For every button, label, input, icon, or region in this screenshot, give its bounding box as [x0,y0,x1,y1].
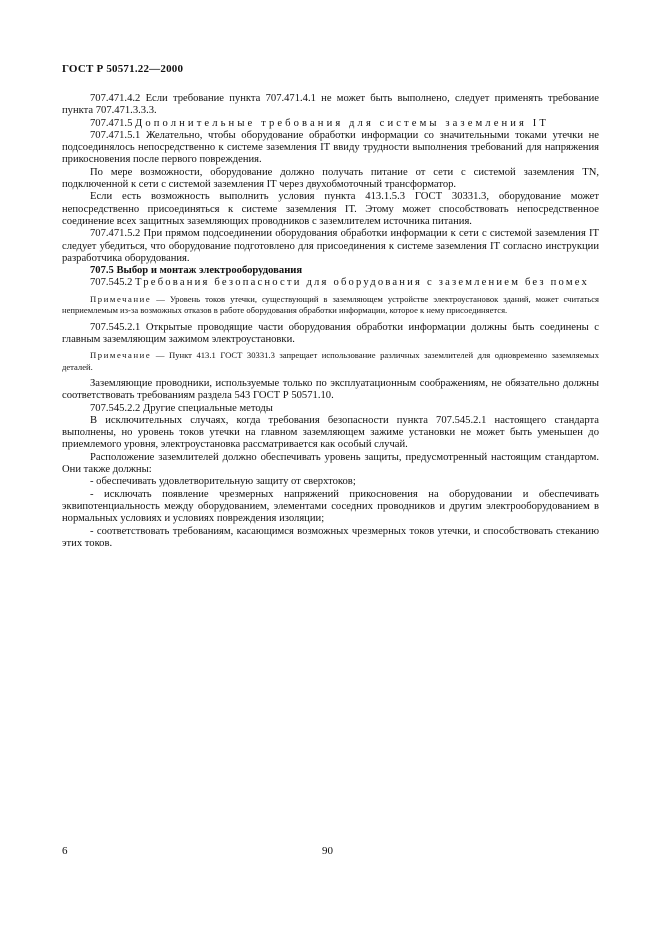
paragraph-707-471-4-2: 707.471.4.2 Если требование пункта 707.471.4.1 не может быть выполнено, следует применять требование пункта 707.471.3.3.3. [62,93,599,117]
paragraph-functional-conductors: Заземляющие проводники, используемые только по эксплуатационным соображениям, не обязательно должны соответствовать требованиям раздела 543 ГОСТ Р 50571.10. [62,377,599,402]
document-body [62,93,599,550]
subsection-heading-707-545-2 [62,277,599,289]
subsection-title: Требования безопасности для оборудования с заземлением без помех [135,277,589,289]
paragraph-exceptional-cases: В исключительных случаях, когда требования безопасности пункта 707.545.2.1 настоящего стандарта выполнены, но уровень токов утечки на главном заземляющем зажиме установки не может быть уменьшен до приемлемого уровня, электроустановка рассматривается как особый случай. [62,414,599,451]
note-text: — Уровень токов утечки, существующий в заземляющем устройстве электроустановок зданий, может считаться неприемлемым из-за возможных отказов в работе оборудования обработки информации, которое к нему присоединяется. [62,293,599,316]
paragraph-707-545-2-2: 707.545.2.2 Другие специальные методы [90,402,273,414]
note-leakage-current [62,294,599,317]
paragraph-earth-electrodes: Расположение заземлителей должно обеспечивать уровень защиты, предусмотренный настоящим стандартом. Они также должны: [62,451,599,476]
document-header: ГОСТ Р 50571.22—2000 [62,63,184,75]
subsection-heading-707-471-5 [62,118,599,130]
footer-left-number: 6 [62,845,68,857]
note-text: — Пункт 413.1 ГОСТ 30331.3 запрещает использование различных заземлителей для одновременно заземляемых деталей. [62,350,599,372]
subsection-title: Дополнительные требования для системы заземления IT [135,117,549,129]
note-label: Примечание [90,350,152,361]
paragraph-direct-connection: Если есть возможность выполнить условия пункта 413.1.5.3 ГОСТ 30331.3, оборудование может непосредственно присоединяться к системе заземления IT. Этому может способствовать непосредственное соединение всех защитных заземляющих проводников с заземлителем источника питания. [62,191,599,227]
section-heading-707-5: 707.5 Выбор и монтаж электрооборудования [90,265,303,277]
clause-number: 707.545.2 [90,277,136,289]
page-number: 90 [322,845,333,857]
paragraph-tn-supply: По мере возможности, оборудование должно получать питание от сети с системой заземления TN, подключенной к сети с системой заземления IT через двухобмоточный трансформатор. [62,166,599,191]
paragraph-707-471-5-2: 707.471.5.2 При прямом подсоединении оборудования обработки информации к сети с системой заземления IT следует убедиться, что оборудование подготовлено для присоединения к системе заземления IT согласно инструкции разработчика оборудования. [62,228,599,264]
paragraph-707-471-5-1: 707.471.5.1 Желательно, чтобы оборудование обработки информации со значительными токами утечки не подсоединялось непосредственно к системе заземления IT ввиду трудности выполнения требований для напряжения прикосновения после первого повреждения. [62,129,599,166]
note-separate-earthing [62,350,599,373]
clause-number: 707.471.5 [90,117,136,129]
paragraph-707-545-2-1: 707.545.2.1 Открытые проводящие части оборудования обработки информации должны быть соединены с главным заземляющим зажимом электроустановки. [62,321,599,345]
list-item-overcurrent: - обеспечивать удовлетворительную защиту от сверхтоков; [90,476,356,488]
list-item-touch-voltage: - исключать появление чрезмерных напряжений прикосновения на оборудовании и обеспечивать эквипотенциальность между оборудованием, элементами соседних проводников и другим электрооборудованием в нормальных условиях и условиях повреждения изоляции; [62,488,599,525]
list-item-leakage-current: - соответствовать требованиям, касающимся возможных чрезмерных токов утечки, и способствовать стеканию этих токов. [62,525,599,549]
note-label: Примечание [90,293,152,304]
